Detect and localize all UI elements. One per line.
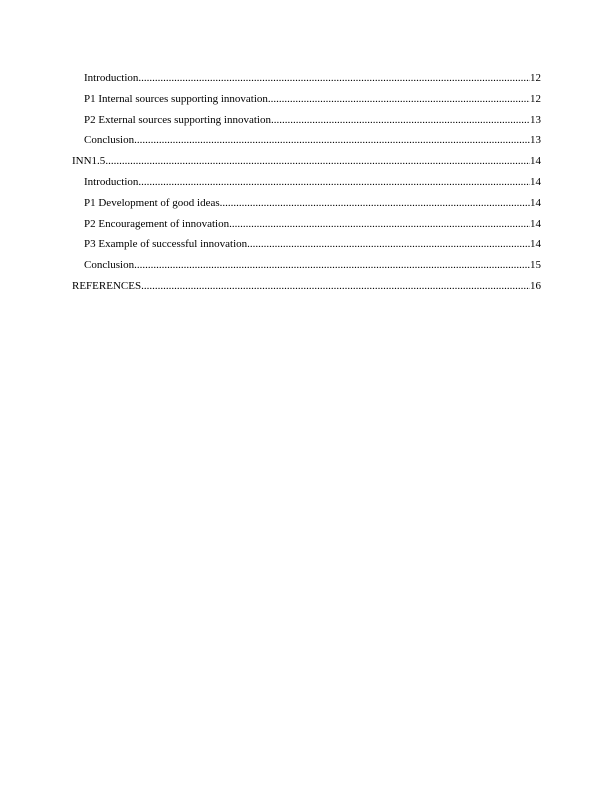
toc-entry-page: 14 — [530, 238, 541, 251]
table-of-contents — [72, 71, 541, 300]
toc-dot-leader — [134, 133, 530, 147]
toc-dot-leader — [220, 196, 530, 210]
toc-dot-leader — [229, 217, 530, 231]
toc-entry[interactable] — [72, 133, 541, 154]
toc-entry-page: 14 — [530, 196, 541, 209]
toc-entry-title: P1 Development of good ideas — [84, 196, 220, 209]
toc-entry-title: Introduction — [84, 175, 139, 188]
toc-entry[interactable] — [72, 237, 541, 258]
toc-entry-title: P3 Example of successful innovation — [84, 238, 248, 251]
toc-dot-leader — [271, 113, 530, 127]
toc-entry[interactable] — [72, 175, 541, 196]
toc-dot-leader — [134, 258, 530, 272]
toc-entry-title: P2 Encouragement of innovation — [84, 217, 230, 230]
toc-entry-page: 14 — [530, 155, 541, 168]
toc-entry-page: 13 — [530, 134, 541, 147]
toc-entry-title: REFERENCES — [72, 279, 142, 292]
toc-entry-title: Conclusion — [84, 259, 135, 272]
toc-entry-page: 14 — [530, 217, 541, 230]
toc-entry[interactable] — [72, 92, 541, 113]
toc-entry-title: P1 Internal sources supporting innovation — [84, 92, 268, 105]
toc-entry-page: 14 — [530, 175, 541, 188]
toc-entry[interactable] — [72, 196, 541, 217]
toc-entry-title: Conclusion — [84, 134, 135, 147]
toc-entry-page: 12 — [530, 92, 541, 105]
toc-entry[interactable] — [72, 71, 541, 92]
toc-entry-title: P2 External sources supporting innovation — [84, 113, 271, 126]
toc-dot-leader — [138, 71, 530, 85]
toc-entry[interactable] — [72, 154, 541, 175]
toc-dot-leader — [247, 237, 530, 251]
toc-dot-leader — [141, 279, 530, 293]
toc-dot-leader — [268, 92, 530, 106]
toc-entry-page: 12 — [530, 72, 541, 84]
toc-entry-title: Introduction — [84, 72, 139, 84]
toc-entry[interactable] — [72, 217, 541, 238]
toc-entry-page: 16 — [530, 279, 541, 292]
toc-entry-page: 13 — [530, 113, 541, 126]
toc-entry-page: 15 — [530, 259, 541, 272]
toc-entry[interactable] — [72, 113, 541, 134]
toc-dot-leader — [105, 154, 530, 168]
toc-entry-title: INN1.5 — [72, 155, 106, 168]
toc-entry[interactable] — [72, 279, 541, 300]
toc-entry[interactable] — [72, 258, 541, 279]
toc-dot-leader — [138, 175, 530, 189]
